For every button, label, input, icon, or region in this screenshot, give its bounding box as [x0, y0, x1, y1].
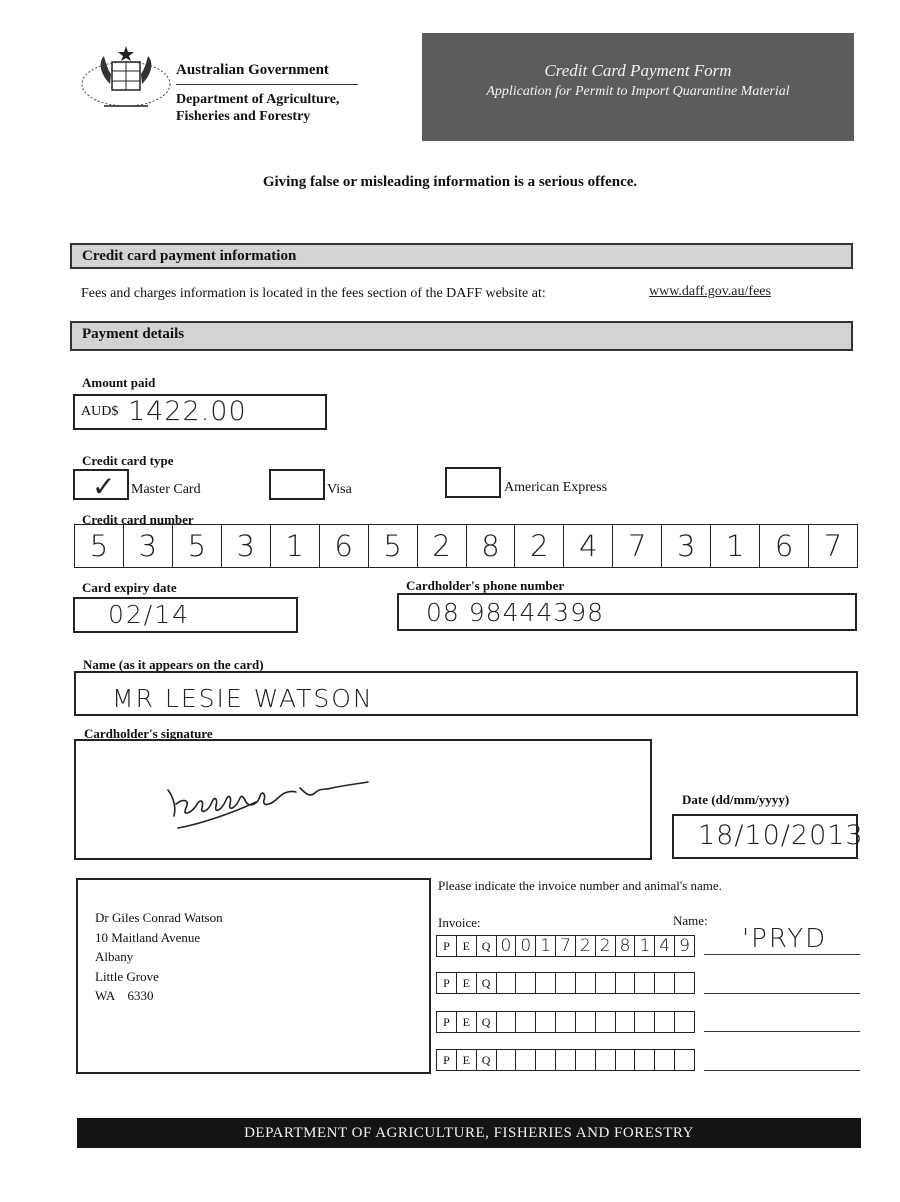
- invoice-row-1[interactable]: [436, 935, 695, 957]
- card-digit: 5: [368, 524, 417, 568]
- animal-name-value: 'PRYD: [742, 924, 828, 954]
- invoice-prefix-cell: Q: [476, 1011, 496, 1033]
- animal-name-line[interactable]: [704, 993, 860, 994]
- invoice-empty-cell: [634, 972, 654, 994]
- invoice-prefix-cell: Q: [476, 1049, 496, 1071]
- invoice-empty-cell: [535, 972, 555, 994]
- section-payment-info: Credit card payment information: [70, 243, 853, 269]
- invoice-empty-cell: [575, 1011, 595, 1033]
- invoice-prefix-cell: P: [436, 1049, 456, 1071]
- invoice-row-4[interactable]: [436, 1049, 695, 1071]
- invoice-empty-cell: [575, 1049, 595, 1071]
- animal-name-label: Name:: [673, 913, 708, 928]
- card-digit: 4: [563, 524, 612, 568]
- invoice-empty-cell: [555, 972, 575, 994]
- cardholder-name-label: Name (as it appears on the card): [83, 657, 264, 672]
- card-number-field[interactable]: [74, 524, 858, 568]
- invoice-prefix-cell: Q: [476, 935, 496, 957]
- cardholder-name-value: MR LESIE WATSON: [112, 684, 374, 713]
- card-digit: 5: [172, 524, 221, 568]
- invoice-empty-cell: [515, 972, 535, 994]
- address-line: Albany: [95, 949, 134, 964]
- invoice-digit-cell: 2: [575, 935, 595, 957]
- invoice-instruction: Please indicate the invoice number and animal's name.: [438, 878, 722, 893]
- address-line: Little Grove: [95, 968, 159, 984]
- card-digit: 3: [123, 524, 172, 568]
- invoice-empty-cell: [496, 1011, 516, 1033]
- invoice-empty-cell: [654, 1011, 674, 1033]
- invoice-empty-cell: [615, 972, 635, 994]
- invoice-digit-cell: 9: [674, 935, 695, 957]
- form-title: Credit Card Payment Form: [544, 61, 732, 80]
- card-digit: 5: [74, 524, 123, 568]
- animal-name-line[interactable]: [704, 1031, 860, 1032]
- invoice-digit-cell: 1: [634, 935, 654, 957]
- expiry-value: 02/14: [108, 600, 191, 629]
- card-digit: 3: [661, 524, 710, 568]
- invoice-digit-cell: 0: [496, 935, 516, 957]
- government-name: Australian Government: [176, 62, 329, 78]
- coat-of-arms-logo: [80, 44, 172, 112]
- warning-text: Giving false or misleading information is a serious offence.: [262, 174, 638, 190]
- invoice-empty-cell: [654, 972, 674, 994]
- card-digit: 1: [710, 524, 759, 568]
- visa-label: Visa: [327, 482, 352, 497]
- invoice-digit-cell: 2: [595, 935, 615, 957]
- address-line: WA 6330: [95, 988, 154, 1003]
- invoice-empty-cell: [496, 972, 516, 994]
- invoice-empty-cell: [615, 1049, 635, 1071]
- invoice-digit-cell: 1: [535, 935, 555, 957]
- fees-link[interactable]: www.daff.gov.au/fees: [649, 284, 771, 299]
- card-digit: 3: [221, 524, 270, 568]
- invoice-prefix-cell: P: [436, 935, 456, 957]
- animal-name-line[interactable]: [704, 1070, 860, 1071]
- fees-text: Fees and charges information is located in the fees section of the DAFF website at:: [81, 286, 546, 301]
- mastercard-label: Master Card: [131, 482, 201, 497]
- currency-label: AUD$: [81, 404, 119, 419]
- invoice-empty-cell: [515, 1049, 535, 1071]
- card-digit: 1: [270, 524, 319, 568]
- invoice-prefix-cell: Q: [476, 972, 496, 994]
- animal-name-line[interactable]: [704, 954, 860, 955]
- invoice-prefix-cell: E: [456, 935, 476, 957]
- expiry-label: Card expiry date: [82, 580, 177, 595]
- amount-value: 1422.00: [128, 396, 247, 427]
- header-divider: [176, 84, 358, 85]
- invoice-row-3[interactable]: [436, 1011, 695, 1033]
- invoice-empty-cell: [555, 1011, 575, 1033]
- card-type-label: Credit card type: [82, 453, 174, 468]
- invoice-digit-cell: 7: [555, 935, 575, 957]
- department-name: Department of Agriculture, Fisheries and Forestry: [176, 92, 340, 124]
- invoice-empty-cell: [595, 1011, 615, 1033]
- visa-checkbox[interactable]: [269, 469, 325, 500]
- phone-value: 08 98444398: [426, 598, 605, 627]
- address-line: Dr Giles Conrad Watson: [95, 910, 223, 925]
- invoice-empty-cell: [674, 972, 695, 994]
- date-label: Date (dd/mm/yyyy): [682, 792, 790, 807]
- invoice-empty-cell: [674, 1011, 695, 1033]
- phone-label: Cardholder's phone number: [406, 578, 565, 593]
- invoice-empty-cell: [575, 972, 595, 994]
- amount-label: Amount paid: [82, 375, 156, 390]
- section-payment-details: Payment details: [70, 321, 853, 351]
- invoice-empty-cell: [496, 1049, 516, 1071]
- invoice-empty-cell: [634, 1049, 654, 1071]
- card-digit: 2: [417, 524, 466, 568]
- card-digit: 8: [466, 524, 515, 568]
- footer-banner: DEPARTMENT OF AGRICULTURE, FISHERIES AND FORESTRY: [77, 1118, 861, 1148]
- card-digit: 2: [514, 524, 563, 568]
- card-digit: 7: [612, 524, 661, 568]
- invoice-row-2[interactable]: [436, 972, 695, 994]
- card-digit: 7: [808, 524, 858, 568]
- signature-drawing: [160, 768, 400, 838]
- form-subtitle: Application for Permit to Import Quarantine Material: [486, 84, 790, 99]
- card-number-label: Credit card number: [82, 512, 194, 527]
- invoice-prefix-cell: E: [456, 1049, 476, 1071]
- mailing-address: [95, 908, 223, 1006]
- address-line: 10 Maitland Avenue: [95, 929, 201, 945]
- invoice-empty-cell: [595, 1049, 615, 1071]
- mastercard-checkmark: ✓: [92, 470, 116, 503]
- invoice-prefix-cell: P: [436, 1011, 456, 1033]
- invoice-empty-cell: [515, 1011, 535, 1033]
- card-digit: 6: [759, 524, 808, 568]
- invoice-empty-cell: [555, 1049, 575, 1071]
- invoice-empty-cell: [535, 1049, 555, 1071]
- invoice-empty-cell: [634, 1011, 654, 1033]
- invoice-prefix-cell: P: [436, 972, 456, 994]
- date-value: 18/10/2013: [698, 820, 864, 851]
- invoice-empty-cell: [674, 1049, 695, 1071]
- invoice-empty-cell: [535, 1011, 555, 1033]
- invoice-label: Invoice:: [438, 915, 481, 930]
- signature-label: Cardholder's signature: [84, 726, 213, 741]
- invoice-prefix-cell: E: [456, 972, 476, 994]
- amex-label: American Express: [504, 480, 608, 495]
- invoice-prefix-cell: E: [456, 1011, 476, 1033]
- invoice-digit-cell: 8: [615, 935, 635, 957]
- amex-checkbox[interactable]: [445, 467, 501, 498]
- invoice-empty-cell: [595, 972, 615, 994]
- invoice-digit-cell: 0: [515, 935, 535, 957]
- invoice-empty-cell: [615, 1011, 635, 1033]
- invoice-empty-cell: [654, 1049, 674, 1071]
- card-digit: 6: [319, 524, 368, 568]
- invoice-digit-cell: 4: [654, 935, 674, 957]
- form-title-banner: [422, 33, 854, 141]
